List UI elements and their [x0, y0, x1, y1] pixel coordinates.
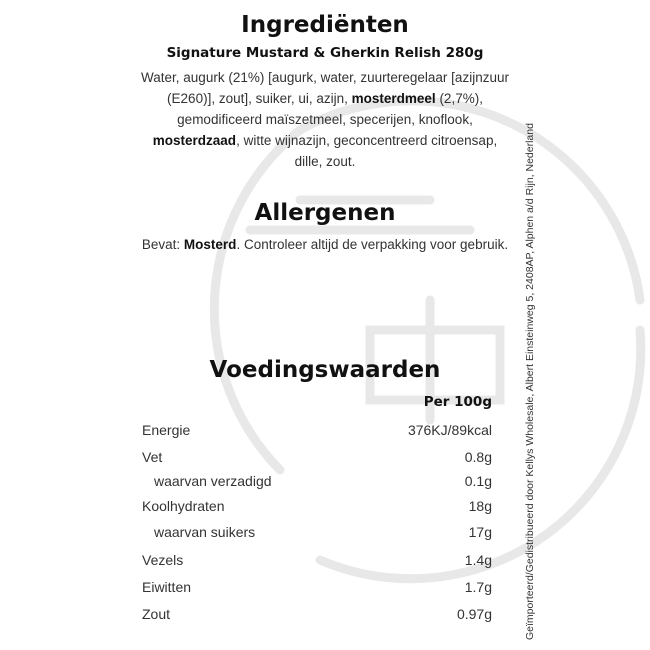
- nutrition-value: 0.97g: [456, 606, 492, 622]
- distributor-text: Geïmporteerd/Gedistribueerd door Kellys Wholesale, Albert Einsteinweg 5, 2408AP, Alphen a/d Rijn, Nederland: [524, 123, 536, 640]
- nutrition-label: Vezels: [142, 552, 184, 568]
- allergen-mosterdmeel: mosterdmeel: [351, 91, 436, 106]
- nutrition-row-vet: [142, 449, 492, 471]
- allergens-prefix: Bevat:: [141, 237, 184, 252]
- nutrition-row-energie: [142, 422, 492, 444]
- allergen-mosterd: Mosterd: [183, 237, 237, 252]
- nutrition-row-koolhydraten: [142, 498, 492, 520]
- nutrition-label: waarvan verzadigd: [154, 473, 272, 489]
- allergen-mosterdzaad: mosterdzaad: [152, 133, 237, 148]
- allergens-text: [140, 234, 510, 255]
- nutrition-row-eiwitten: [142, 579, 492, 601]
- ingredients-text: [140, 67, 510, 172]
- per-100g-header: Per 100g: [423, 394, 492, 410]
- allergens-suffix: . Controleer altijd de verpakking voor gebruik.: [236, 237, 509, 252]
- nutrition-label: Zout: [142, 606, 171, 622]
- nutrition-value: 1.7g: [464, 579, 492, 595]
- nutrition-label: Koolhydraten: [142, 498, 225, 514]
- nutrition-value: 17g: [468, 524, 492, 540]
- nutrition-value: 0.1g: [464, 473, 492, 489]
- nutrition-value: 18g: [468, 498, 492, 514]
- nutrition-row-suikers: [142, 524, 492, 546]
- nutrition-label: Eiwitten: [142, 579, 192, 595]
- nutrition-label: Energie: [142, 422, 191, 438]
- nutrition-label: Vet: [142, 449, 163, 465]
- ingredients-title: Ingrediënten: [241, 12, 409, 38]
- nutrition-row-vezels: [142, 552, 492, 574]
- nutrition-value: 1.4g: [464, 552, 492, 568]
- nutrition-value: 376KJ/89kcal: [407, 422, 492, 438]
- nutrition-value: 0.8g: [464, 449, 492, 465]
- ingredients-part-3: , witte wijnazijn, geconcentreerd citroensap, dille, zout.: [236, 133, 498, 169]
- ingredients-part-1: Water, augurk (21%) [augurk, water, zuurteregelaar [azijnzuur (E260)], zout], suiker, ui, azijn,: [141, 70, 509, 106]
- distributor-note: [522, 80, 538, 640]
- nutrition-title: Voedingswaarden: [209, 357, 441, 383]
- nutrition-row-zout: [142, 606, 492, 628]
- nutrition-row-verzadigd: [142, 473, 492, 495]
- ingredients-part-2: (2,7%), gemodificeerd maïszetmeel, specerijen, knoflook,: [177, 91, 483, 127]
- nutrition-label: waarvan suikers: [154, 524, 256, 540]
- allergens-title: Allergenen: [254, 200, 396, 226]
- product-subtitle: Signature Mustard & Gherkin Relish 280g: [166, 45, 484, 61]
